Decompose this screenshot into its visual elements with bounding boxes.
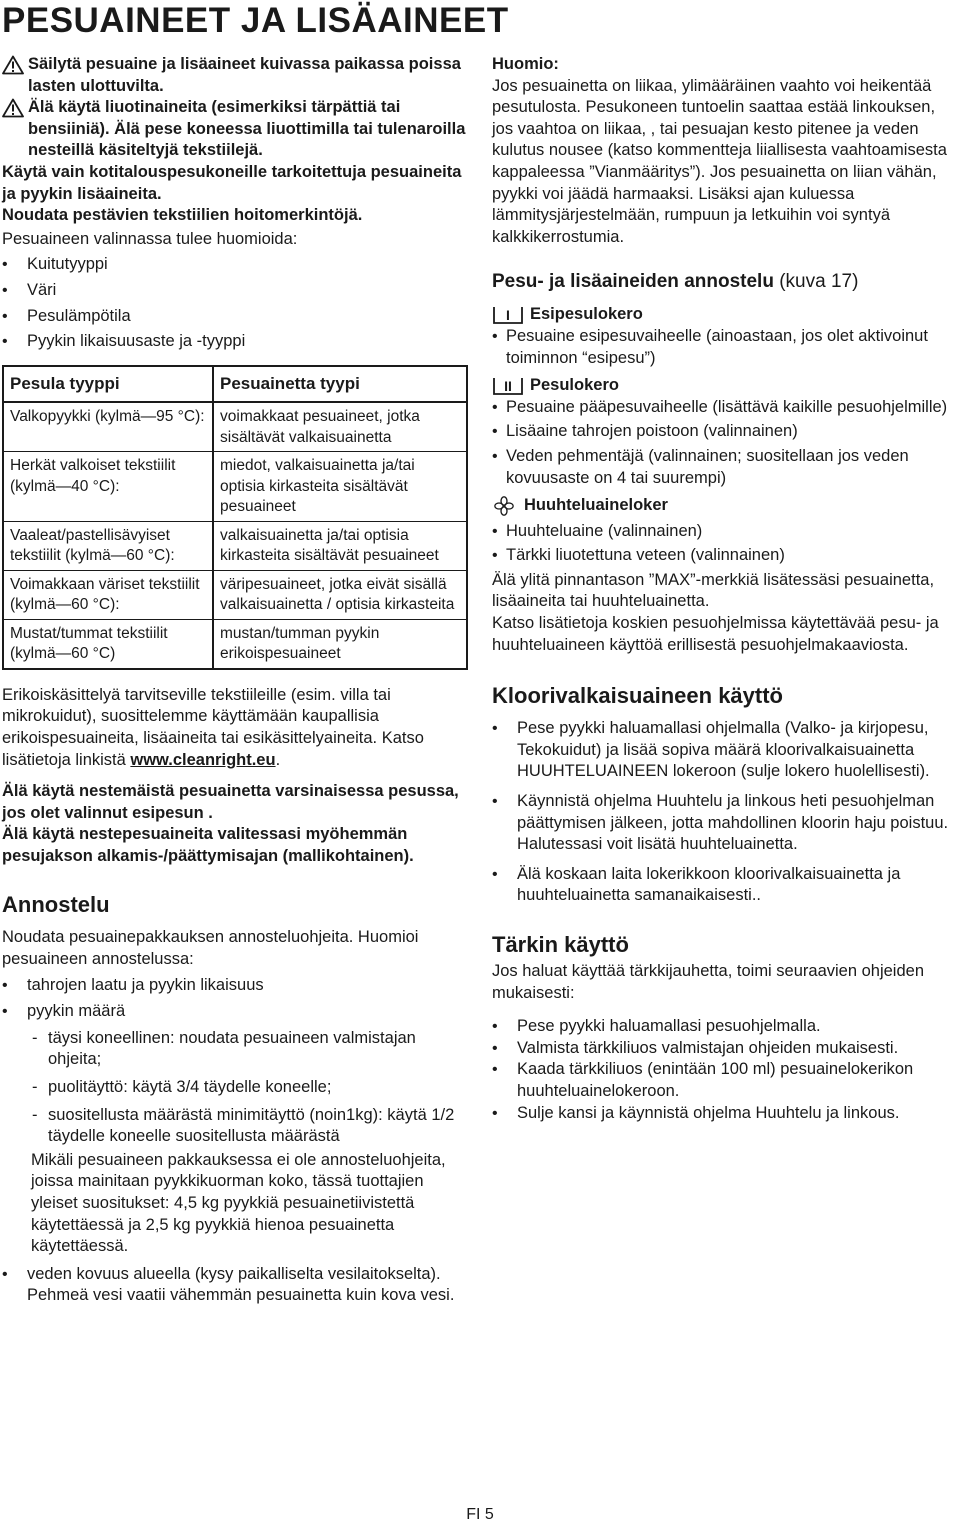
bold-instruction-2: Noudata pestävien tekstiilien hoitomerkintöjä. — [2, 206, 363, 225]
figure-reference: (kuva 17) — [779, 271, 859, 293]
note-title: Huomio: — [492, 55, 559, 73]
list-item: • Huuhteluaine (valinnainen) — [492, 521, 954, 543]
main-wash-drawer-icon — [492, 376, 524, 396]
list-item: • Pese pyykki haluamallasi ohjelmalla (Valko- ja kirjopesu, Tekokuidut) ja lisää sopiva määrä kloorivalkaisuainetta HUUHTELUAINEEN lokeroon (sulje lokero huolellisesti). — [492, 718, 954, 783]
flower-softener-icon — [492, 496, 516, 516]
list-item: • pyykin määrä — [2, 1001, 470, 1023]
drawer-prewash-title: Esipesulokero — [530, 305, 643, 324]
table-cell: Valkopyykki (kylmä—95 °C): — [3, 402, 213, 452]
drawer-softener-list — [492, 521, 954, 567]
list-item: • Tärkki liuotettuna veteen (valinnainen) — [492, 545, 954, 567]
warning-1-text: Säilytä pesuaine ja lisäaineet kuivassa paikassa poissa lasten ulottuvilta. — [28, 55, 461, 95]
right-column — [492, 54, 954, 1124]
list-item: - puolitäyttö: käytä 3/4 täydelle koneelle; — [29, 1077, 470, 1099]
table-row — [3, 402, 467, 452]
table-cell: valkaisuainetta ja/tai optisia kirkasteita sisältävät pesuaineet — [213, 521, 467, 570]
starch-intro: Jos haluat käyttää tärkkijauhetta, toimi seuraavien ohjeiden mukaisesti: — [492, 962, 925, 1002]
table-row — [3, 619, 467, 669]
table-row — [3, 521, 467, 570]
table-cell: voimakkaat pesuaineet, jotka sisältävät valkaisuainetta — [213, 402, 467, 452]
bold-instruction-4: Älä käytä nestepesuaineita valitessasi myöhemmän pesujakson alkamis-/päättymisajan (mallikohtainen). — [2, 825, 414, 865]
drawer-main-list — [492, 397, 954, 489]
list-item: • Älä koskaan laita lokerikkoon kloorivalkaisuainetta ja huuhteluainetta samanaikaisesti.. — [492, 864, 954, 907]
special-end: . — [275, 750, 281, 769]
prewash-drawer-icon — [492, 305, 524, 325]
list-item: • Sulje kansi ja käynnistä ohjelma Huuhtelu ja linkous. — [492, 1103, 954, 1125]
list-item: • Valmista tärkkiliuos valmistajan ohjeiden mukaisesti. — [492, 1038, 954, 1060]
drawer-prewash-list — [492, 326, 954, 369]
warning-triangle-icon — [2, 98, 24, 118]
starch-list — [492, 1016, 954, 1124]
drawer-prewash-heading — [492, 304, 954, 326]
special-paragraph — [2, 685, 470, 771]
choice-intro: Pesuaineen valinnassa tulee huomioida: — [2, 229, 298, 248]
table-header: Pesuainetta tyypi — [213, 366, 467, 403]
page-title: PESUAINEET JA LISÄAINEET — [2, 1, 509, 40]
dosing-intro: Noudata pesuainepakkauksen annosteluohjeita. Huomioi pesuaineen annostelussa: — [2, 928, 419, 969]
list-item: • Lisäaine tahrojen poistoon (valinnainen) — [492, 421, 954, 443]
list-item: • Kuitutyyppi — [2, 254, 470, 276]
table-row — [3, 452, 467, 522]
list-item: - täysi koneellinen: noudata pesuaineen valmistajan ohjeita; — [29, 1028, 470, 1071]
warning-2-text: Älä käytä liuotinaineita (esimerkiksi tärpättiä tai bensiiniä). Älä pese koneessa liuottimilla tai tulenaroilla nesteillä käsiteltyjä tekstiilejä. — [28, 98, 466, 160]
list-item: • Pese pyykki haluamallasi pesuohjelmalla. — [492, 1016, 954, 1038]
table-row — [3, 570, 467, 619]
cleanright-link[interactable]: www.cleanright.eu — [130, 750, 276, 769]
warning-triangle-icon — [2, 55, 24, 75]
drawer-softener-heading — [492, 495, 954, 517]
warning-2 — [2, 97, 470, 162]
dosing-paragraph: Mikäli pesuaineen pakkauksessa ei ole annosteluohjeita, joissa mainitaan pyykkikuorman koko, tässä tuottajien yleiset suositukset: 4,5 kg pyykkiä pesuainetiivistettä käytettäessä ja 2,5 kg pyykkiä hienoa pesuainetta käytettäessä. — [31, 1150, 446, 1256]
choice-list — [2, 254, 470, 352]
detergent-table — [2, 365, 468, 670]
table-cell: väripesuaineet, jotka eivät sisällä valkaisuainetta / optisia kirkasteita — [213, 570, 467, 619]
dosing-heading — [492, 270, 954, 294]
page-number: FI 5 — [466, 1506, 494, 1523]
dosing-title: Annostelu — [2, 892, 110, 918]
max-paragraph: Älä ylitä pinnantason ”MAX”-merkkiä lisätessäsi pesuainetta, lisäaineita tai huuhteluainetta. — [492, 570, 935, 611]
table-cell: Vaaleat/pastellisävyiset tekstiilit (kylmä—60 °C): — [3, 521, 213, 570]
starch-title: Tärkin käyttö — [492, 932, 629, 957]
drawer-softener-title: Huuhteluaineloker — [524, 496, 668, 515]
list-item: • Pesuaine pääpesuvaiheelle (lisättävä kaikille pesuohjelmille) — [492, 397, 954, 419]
dosing-list-2 — [2, 1264, 470, 1307]
special-text: Erikoiskäsittelyä tarvitseville tekstiileille (esim. villa tai mikrokuidut), suosittelemme käyttämään kaupallisia erikoispesuaineita, lisäaineita tai esikäsittelyaineita. Katso lisätietoja linkistä — [2, 685, 424, 769]
dosing-list — [2, 975, 470, 1023]
list-item: • Pesulämpötila — [2, 306, 470, 328]
drawer1-symbol: I — [506, 307, 510, 324]
list-item: • Pyykin likaisuusaste ja -tyyppi — [2, 331, 470, 353]
info-paragraph: Katso lisätietoja koskien pesuohjelmissa käytettävää pesu- ja huuhteluaineen käyttöä erillisestä pesuohjelmakaaviosta. — [492, 614, 939, 654]
dosing-heading-text: Pesu- ja lisäaineiden annostelu — [492, 271, 774, 293]
left-column — [2, 54, 470, 1307]
warning-1 — [2, 54, 470, 97]
list-item: • Veden pehmentäjä (valinnainen; suositellaan jos veden kovuusaste on 4 tai suurempi) — [492, 446, 954, 489]
note-text: Jos pesuainetta on liikaa, ylimääräinen vaahto voi heikentää pesutulosta. Pesukoneen tuntoelin saattaa estää linkouksen, jos vaahtoa on liikaa, , tai pesuajan kesto pitenee ja veden kulutus nousee (katso kommentteja liiallisesta vaahtoamisesta kappaleessa ”Vianmääritys”). Jos pesuainetta on liian vähän, pyykki voi jäädä harmaaksi. Lisäksi ajan kuluessa lämmitysjärjestelmään, rumpuun ja letkuihin voi syntyä kalkkikerrostumia. — [492, 76, 947, 246]
drawer2-symbol: II — [504, 377, 512, 394]
bold-instruction-1: Käytä vain kotitalouspesukoneille tarkoitettuja pesuaineita ja pyykin lisäaineita. — [2, 162, 462, 203]
table-cell: Mustat/tummat tekstiilit (kylmä—60 °C) — [3, 619, 213, 669]
drawer-main-title: Pesulokero — [530, 376, 619, 395]
list-item: • Pesuaine esipesuvaiheelle (ainoastaan, jos olet aktivoinut toiminnon “esipesu”) — [492, 326, 954, 369]
list-item: • Väri — [2, 280, 470, 302]
table-header: Pesula tyyppi — [3, 366, 213, 403]
table-cell: miedot, valkaisuainetta ja/tai optisia kirkasteita sisältävät pesuaineet — [213, 452, 467, 522]
list-item: • tahrojen laatu ja pyykin likaisuus — [2, 975, 470, 997]
chlorine-title: Kloorivalkaisuaineen käyttö — [492, 683, 783, 709]
drawer-main-heading — [492, 375, 954, 397]
table-cell: Herkät valkoiset tekstiilit (kylmä—40 °C): — [3, 452, 213, 522]
list-item: • veden kovuus alueella (kysy paikalliselta vesilaitokselta). Pehmeä vesi vaatii vähemmän pesuainetta kuin kova vesi. — [2, 1264, 470, 1307]
table-cell: mustan/tumman pyykin erikoispesuaineet — [220, 624, 380, 663]
bold-instruction-3: Älä käytä nestemäistä pesuainetta varsinaisessa pesussa, jos olet valinnut esipesun . — [2, 782, 459, 822]
chlorine-list — [492, 718, 954, 907]
dosing-dash-list — [2, 1028, 470, 1148]
table-header-row — [3, 366, 467, 403]
list-item: • Käynnistä ohjelma Huuhtelu ja linkous heti pesuohjelman päättymisen jälkeen, jotta mahdollinen kloorin haju poistuu. Halutessasi voit lisätä huuhteluainetta. — [492, 791, 954, 856]
list-item: - suositellusta määrästä minimitäyttö (noin1kg): käytä 1/2 täydelle koneelle suositellusta määrästä — [29, 1105, 470, 1148]
table-cell: Voimakkaan väriset tekstiilit (kylmä—60 °C): — [3, 570, 213, 619]
list-item: • Kaada tärkkiliuos (enintään 100 ml) pesuainelokerikon huuhteluainelokeroon. — [492, 1059, 954, 1102]
